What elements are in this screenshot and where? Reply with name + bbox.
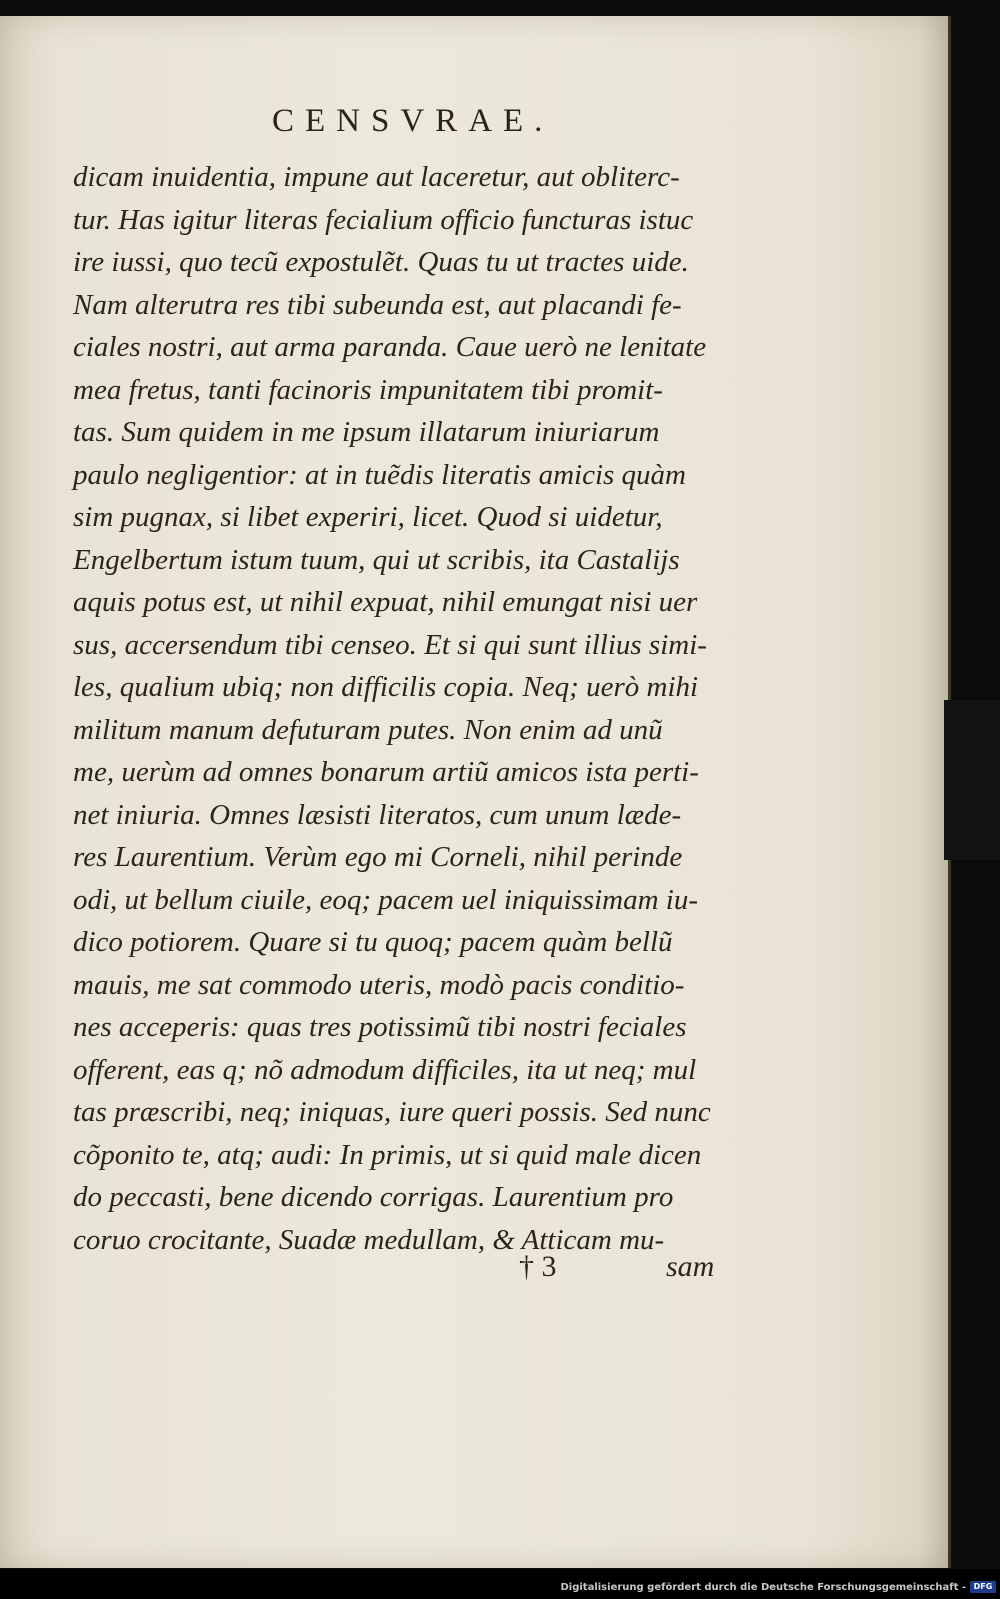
text-line: res Laurentium. Verùm ego mi Corneli, nihil perinde [73,841,683,873]
text-line: Engelbertum istum tuum, qui ut scribis, ita Castalijs [73,543,680,576]
text-line: ire iussi, quo tecũ expostulẽt. Quas tu ut tractes uide. [73,246,689,278]
adjacent-page-edge [944,700,1000,860]
signature-mark: † 3 [519,1250,557,1283]
footer-credit: Digitalisierung gefördert durch die Deutsche Forschungsgemeinschaft - [560,1582,966,1593]
text-line: aquis potus est, ut nihil expuat, nihil emungat nisi uer [73,586,698,618]
text-line: tur. Has igitur literas fecialium officio functuras istuc [73,203,694,236]
text-line: offerent, eas q; nõ admodum difficiles, ita ut neq; mul [73,1053,697,1086]
catchword: sam [666,1250,715,1283]
text-line: net iniuria. Omnes læsisti literatos, cum unum læde- [73,798,682,831]
running-head: CENSVRAE. [272,103,554,139]
text-line: les, qualium ubiq; non difficilis copia. Neq; uerò mihi [73,671,699,703]
text-line: mauis, me sat commodo uteris, modò pacis conditio- [73,968,685,1001]
text-line: dicam inuidentia, impune aut laceretur, aut obliterc- [73,161,680,193]
text-line: Nam alterutra res tibi subeunda est, aut placandi fe- [73,288,682,321]
text-line: coruo crocitante, Suadæ medullam, & Atticam mu- [73,1223,665,1256]
text-line: tas præscribi, neq; iniquas, iure queri possis. Sed nunc [73,1096,711,1128]
text-line: do peccasti, bene dicendo corrigas. Laurentium pro [73,1181,674,1213]
body-text [73,156,763,1261]
text-line: tas. Sum quidem in me ipsum illatarum iniuriarum [73,416,660,448]
text-line: nes acceperis: quas tres potissimũ tibi nostri feciales [73,1011,687,1043]
text-line: sim pugnax, si libet experiri, licet. Quod si uidetur, [73,501,663,533]
text-line: ciales nostri, aut arma paranda. Caue uerò ne lenitate [73,331,707,363]
text-line: mea fretus, tanti facinoris impunitatem tibi promit- [73,373,663,406]
text-line: militum manum defuturam putes. Non enim ad unũ [73,713,663,746]
text-line: cõponito te, atq; audi: In primis, ut si quid male dicen [73,1138,702,1171]
text-line: me, uerùm ad omnes bonarum artiũ amicos ista perti- [73,756,699,788]
dfg-logo: DFG [970,1581,996,1593]
text-line: dico potiorem. Quare si tu quoq; pacem quàm bellũ [73,926,673,958]
text-line: sus, accersendum tibi censeo. Et si qui sunt illius simi- [73,628,707,661]
text-line: odi, ut bellum ciuile, eoq; pacem uel iniquissimam iu- [73,883,699,916]
text-line: paulo negligentior: at in tuẽdis literatis amicis quàm [73,458,686,491]
